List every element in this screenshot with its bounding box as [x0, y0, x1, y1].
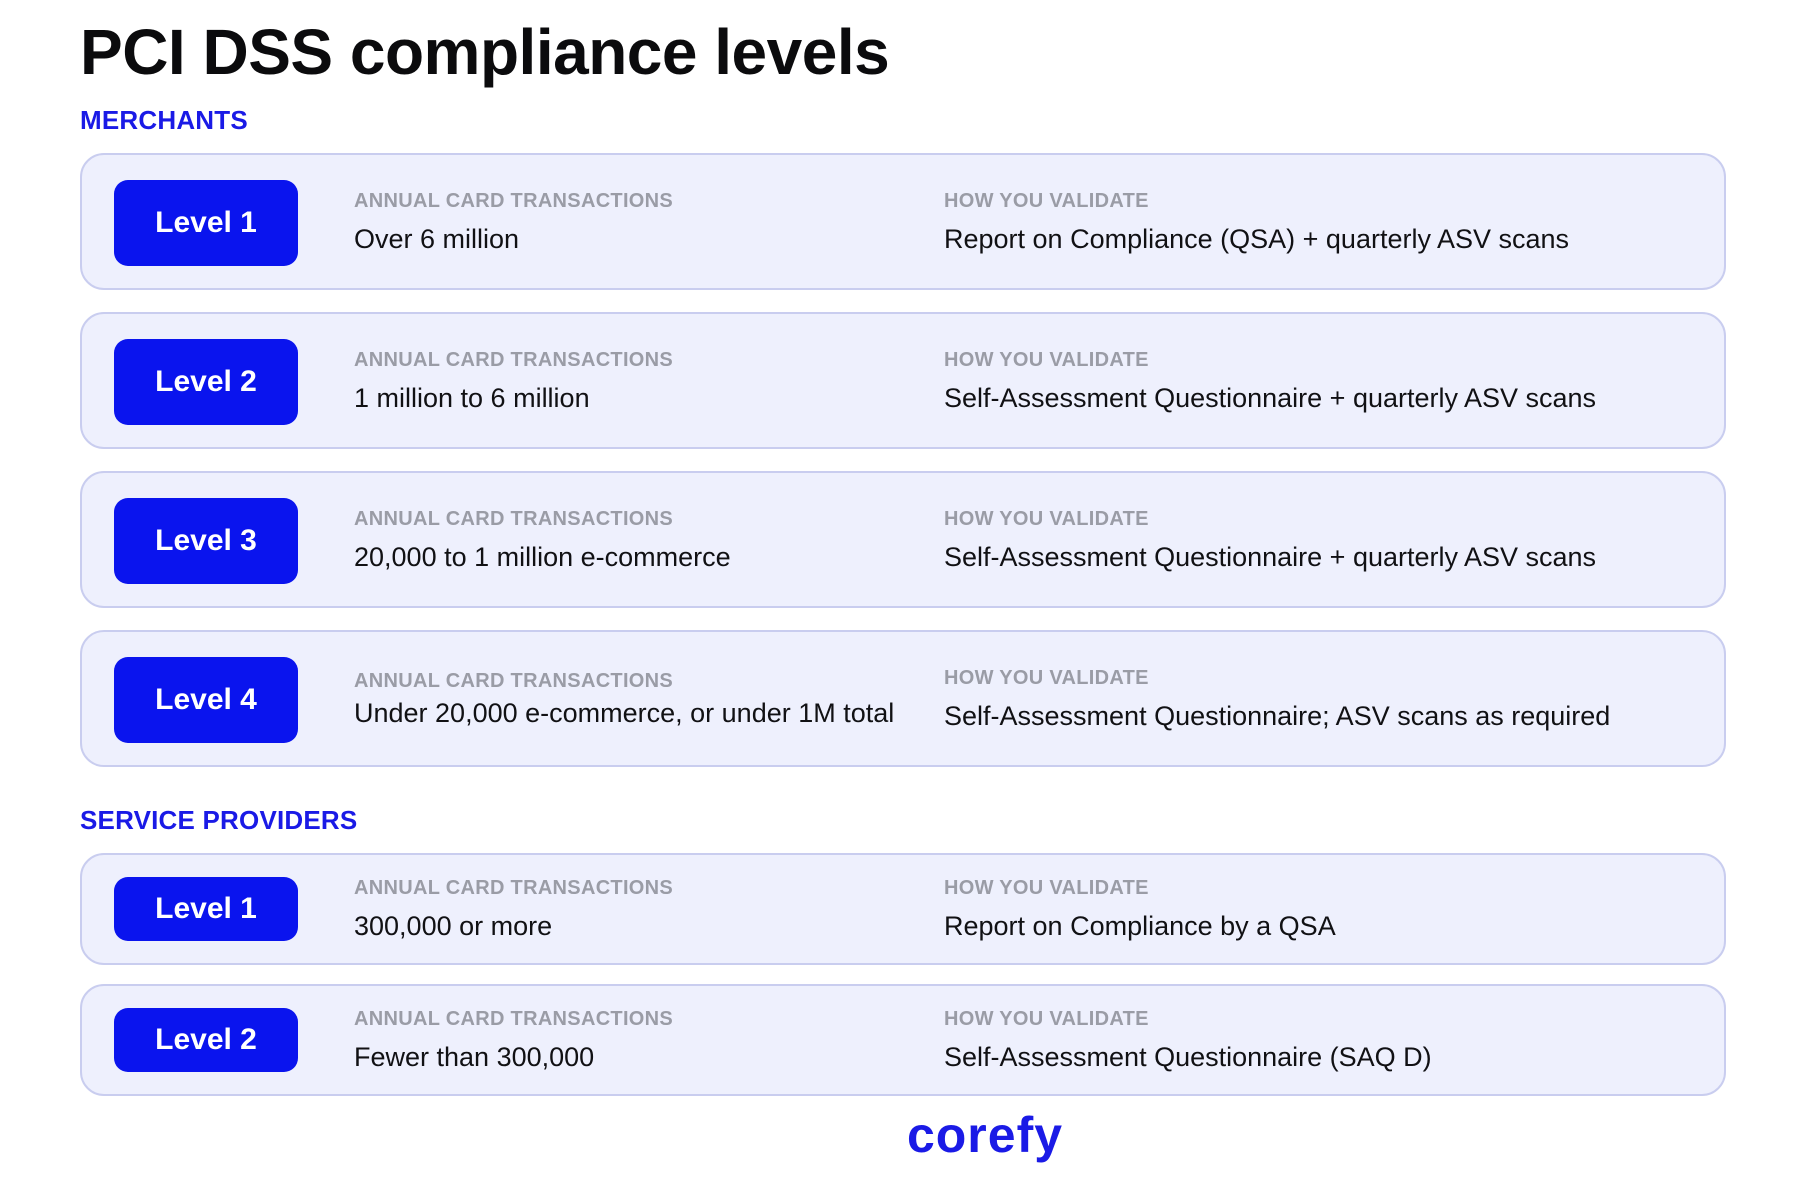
- validation-column: [944, 986, 1704, 1094]
- validation-label: HOW YOU VALIDATE: [944, 666, 1149, 689]
- validation-value: Self-Assessment Questionnaire (SAQ D): [944, 1042, 1432, 1072]
- level-badge: Level 1: [114, 877, 298, 941]
- transactions-column: [354, 314, 914, 447]
- service-provider-level-1-card: [80, 853, 1726, 965]
- transactions-label: ANNUAL CARD TRANSACTIONS: [354, 348, 674, 371]
- transactions-value: 1 million to 6 million: [354, 382, 590, 413]
- validation-value: Self-Assessment Questionnaire; ASV scans as required: [944, 700, 1611, 731]
- level-badge: Level 2: [114, 339, 298, 425]
- compliance-levels-page: [80, 0, 1730, 1182]
- validation-column: [944, 632, 1704, 765]
- service-provider-level-2-card: [80, 984, 1726, 1096]
- transactions-column: [354, 986, 914, 1094]
- transactions-column: [354, 855, 914, 963]
- merchant-level-4-card: [80, 630, 1726, 767]
- validation-label: HOW YOU VALIDATE: [944, 189, 1149, 212]
- page-title: PCI DSS compliance levels: [80, 16, 890, 88]
- section-label-merchants: MERCHANTS: [80, 105, 248, 135]
- merchant-level-2-card: [80, 312, 1726, 449]
- validation-label: HOW YOU VALIDATE: [944, 1008, 1149, 1030]
- validation-label: HOW YOU VALIDATE: [944, 877, 1149, 899]
- validation-value: Self-Assessment Questionnaire + quarterly ASV scans: [944, 382, 1597, 413]
- validation-value: Self-Assessment Questionnaire + quarterly ASV scans: [944, 541, 1597, 572]
- transactions-column: [354, 632, 914, 765]
- transactions-label: ANNUAL CARD TRANSACTIONS: [354, 507, 674, 530]
- level-badge: Level 4: [114, 657, 298, 743]
- transactions-value: Over 6 million: [354, 223, 520, 254]
- merchant-level-3-card: [80, 471, 1726, 608]
- transactions-column: [354, 473, 914, 606]
- transactions-value: 20,000 to 1 million e-commerce: [354, 541, 731, 572]
- validation-column: [944, 473, 1704, 606]
- validation-value: Report on Compliance (QSA) + quarterly ASV scans: [944, 223, 1570, 254]
- transactions-column: [354, 155, 914, 288]
- transactions-value: Under 20,000 e-commerce, or under 1M total: [354, 697, 895, 728]
- transactions-value: 300,000 or more: [354, 911, 553, 941]
- validation-label: HOW YOU VALIDATE: [944, 348, 1149, 371]
- section-label-service-providers: SERVICE PROVIDERS: [80, 805, 358, 835]
- brand-wordmark: corefy: [906, 1110, 1064, 1163]
- validation-label: HOW YOU VALIDATE: [944, 507, 1149, 530]
- merchant-level-1-card: [80, 153, 1726, 290]
- corefy-logo: [902, 1110, 1068, 1170]
- level-badge: Level 2: [114, 1008, 298, 1072]
- validation-column: [944, 855, 1704, 963]
- transactions-label: ANNUAL CARD TRANSACTIONS: [354, 189, 674, 212]
- level-badge: Level 3: [114, 498, 298, 584]
- level-badge: Level 1: [114, 180, 298, 266]
- transactions-value: Fewer than 300,000: [354, 1042, 595, 1072]
- transactions-label: ANNUAL CARD TRANSACTIONS: [354, 669, 674, 692]
- transactions-label: ANNUAL CARD TRANSACTIONS: [354, 877, 674, 899]
- validation-value: Report on Compliance by a QSA: [944, 911, 1336, 941]
- validation-column: [944, 155, 1704, 288]
- transactions-label: ANNUAL CARD TRANSACTIONS: [354, 1008, 674, 1030]
- validation-column: [944, 314, 1704, 447]
